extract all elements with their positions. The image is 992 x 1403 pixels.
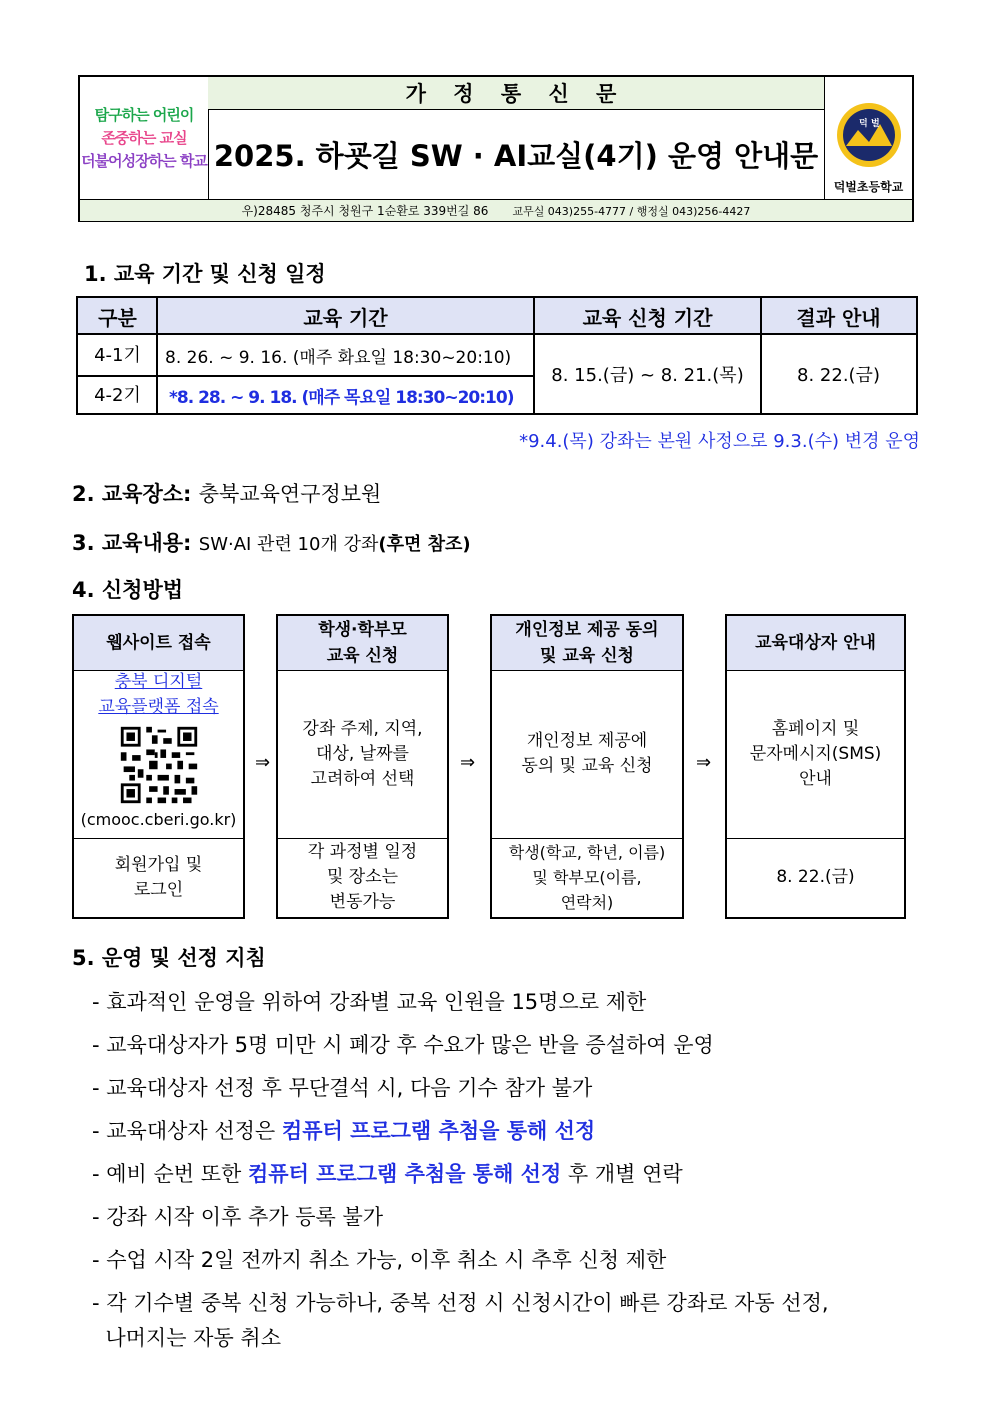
term-4-2: 4-2기	[94, 385, 141, 406]
guideline-item: - 효과적인 운영을 위하여 강좌별 교육 인원을 15명으로 제한	[92, 990, 647, 1014]
guideline-item: - 교육대상자 선정 후 무단결석 시, 다음 기수 참가 불가	[92, 1076, 593, 1100]
grid-line	[78, 375, 534, 377]
logo-char-left: 덕	[858, 119, 868, 129]
highlight-text: 컴퓨터 프로그램 추첨을 통해 선정	[281, 1119, 596, 1143]
school-logo-block	[824, 77, 912, 199]
step-1-header: 웹사이트 접속	[74, 616, 243, 671]
apply-period: 8. 15.(금) ~ 8. 21.(목)	[551, 364, 744, 386]
guideline-item: - 교육대상자 선정은 컴퓨터 프로그램 추첨을 통해 선정	[92, 1119, 596, 1143]
section-3-label: 3. 교육내용:	[72, 531, 192, 555]
flow-arrow-icon: ⇒	[460, 752, 476, 773]
grid-line	[78, 333, 916, 335]
step-apply	[276, 614, 449, 919]
section-5-title: 5. 운영 및 선정 지침	[72, 946, 266, 970]
schedule-header-apply: 교육 신청 기간	[534, 298, 761, 334]
step-consent	[490, 614, 684, 919]
flow-arrow-icon: ⇒	[696, 752, 712, 773]
guideline-item: - 교육대상자가 5명 미만 시 폐강 후 수요가 많은 반을 증설하여 운영	[92, 1033, 714, 1057]
school-slogan	[80, 77, 209, 199]
qr-code-icon[interactable]	[118, 724, 200, 806]
guideline-item: - 수업 시작 2일 전까지 취소 가능, 이후 취소 시 추후 신청 제한	[92, 1248, 667, 1272]
school-address: 우)28485 청주시 청원구 1순환로 339번길 86	[241, 204, 489, 218]
school-name: 덕벌초등학교	[833, 180, 904, 194]
guideline-item: - 각 기수별 중복 신청 가능하나, 중복 선정 시 신청시간이 빠른 강좌로 자동 선정,	[92, 1291, 829, 1315]
grid-line	[156, 298, 158, 413]
step-notify	[725, 614, 906, 919]
platform-url: (cmooc.cberi.go.kr)	[80, 810, 237, 829]
section-1-title: 1. 교육 기간 및 신청 일정	[84, 262, 326, 286]
grid-line	[533, 298, 535, 413]
logo-char-right: 벌	[870, 119, 880, 129]
section-3-suffix: (후면 참조)	[378, 534, 471, 555]
step-3-footer: 학생(학교, 학년, 이름) 및 학부모(이름, 연락처)	[508, 843, 666, 912]
step-2-body: 강좌 주제, 지역, 대상, 날짜를 고려하여 선택	[278, 670, 447, 839]
step-4-header: 교육대상자 안내	[727, 616, 904, 671]
slogan-line-1: 탐구하는 어린이	[94, 105, 194, 124]
slogan-line-3: 더불어성장하는 학교	[81, 151, 207, 170]
step-2-footer: 각 과정별 일정 및 장소는 변동가능	[307, 842, 418, 912]
section-2-label: 2. 교육장소:	[72, 482, 192, 506]
step-4-footer: 8. 22.(금)	[776, 867, 855, 887]
section-4-title: 4. 신청방법	[72, 578, 184, 602]
flow-arrow-icon: ⇒	[255, 752, 271, 773]
step-4-body: 홈페이지 및 문자메시지(SMS) 안내	[727, 670, 904, 839]
step-3-header: 개인정보 제공 동의 및 교육 신청	[492, 616, 682, 671]
section-3	[72, 527, 471, 557]
section-3-value: SW·AI 관련 10개 강좌	[198, 534, 379, 555]
guideline-item: - 예비 순번 또한 컴퓨터 프로그램 추첨을 통해 선정 후 개별 연락	[92, 1162, 683, 1186]
guideline-item: 나머지는 자동 취소	[92, 1326, 281, 1350]
school-phones: 교무실 043)255-4777 / 행정실 043)256-4427	[512, 204, 751, 218]
schedule-table	[76, 296, 918, 415]
term-4-1: 4-1기	[94, 345, 141, 366]
schedule-note: *9.4.(목) 강좌는 본원 사정으로 9.3.(수) 변경 운영	[519, 431, 920, 452]
contact-bar	[80, 199, 912, 221]
result-date: 8. 22.(금)	[797, 364, 880, 386]
document-title: 2025. 하굣길 SW · AI교실(4기) 운영 안내문	[213, 138, 819, 173]
section-2-value: 충북교육연구정보원	[198, 482, 382, 506]
slogan-line-2: 존중하는 교실	[101, 128, 187, 147]
grid-line	[760, 298, 762, 413]
period-4-1: 8. 26. ~ 9. 16. (매주 화요일 18:30~20:10)	[165, 347, 512, 368]
schedule-header-term: 구분	[78, 298, 157, 334]
newsletter-header	[78, 75, 914, 222]
highlight-text: 컴퓨터 프로그램 추첨을 통해 선정	[248, 1162, 562, 1186]
step-2-header: 학생·학부모 교육 신청	[278, 616, 447, 671]
step-1-footer: 회원가입 및 로그인	[114, 854, 203, 900]
guideline-item: - 강좌 시작 이후 추가 등록 불가	[92, 1205, 384, 1229]
platform-link[interactable]: 충북 디지털 교육플랫폼 접속	[98, 672, 219, 717]
schedule-header-result: 결과 안내	[761, 298, 916, 334]
schedule-header-period: 교육 기간	[157, 298, 534, 334]
newsletter-label: 가 정 통 신 문	[208, 77, 824, 110]
step-website	[72, 614, 245, 919]
section-2	[72, 478, 381, 508]
school-emblem-icon	[836, 102, 902, 168]
period-4-2: *8. 28. ~ 9. 18. (매주 목요일 18:30~20:10)	[169, 387, 514, 408]
step-3-body: 개인정보 제공에 동의 및 교육 신청	[492, 670, 682, 839]
step-1-body	[74, 670, 243, 839]
